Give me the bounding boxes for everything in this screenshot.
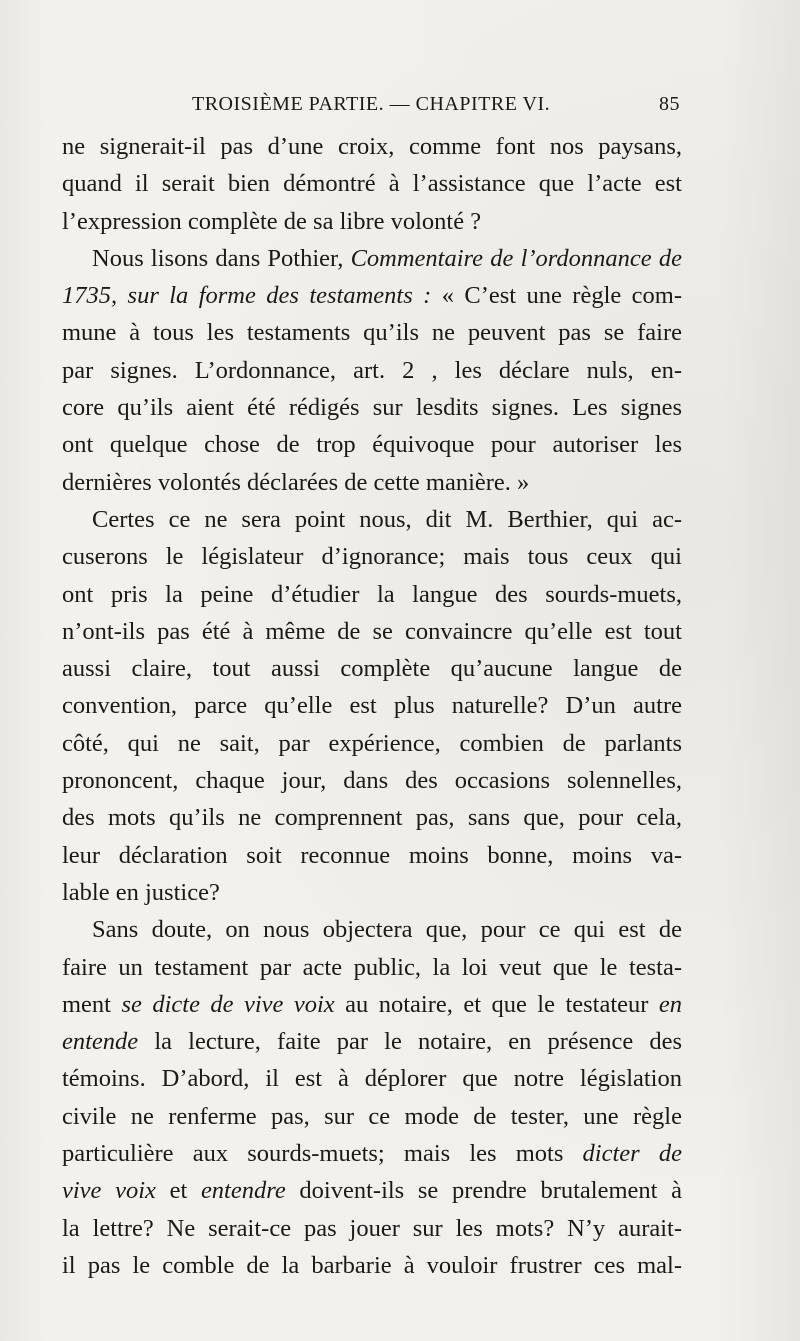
italic-title: Commentaire de l’ordonnance de (350, 244, 682, 272)
body-text (62, 128, 682, 1284)
text-line: côté, qui ne sait, par expérience, combien de parlants (62, 729, 682, 757)
text-line: quand il serait bien démontré à l’assistance que l’acte est (62, 170, 682, 198)
text-line: lable en justice? (62, 878, 220, 906)
text-line: faire un testament par acte public, la loi veut que le testa- (62, 953, 682, 981)
text-line: Nous lisons dans Pothier, Commentaire de l’ordonnance de (92, 244, 682, 272)
text-line: convention, parce qu’elle est plus naturelle? D’un autre (62, 692, 682, 720)
text-line: ont quelque chose de trop équivoque pour autoriser les (62, 431, 682, 459)
text-line: prononcent, chaque jour, dans des occasions solennelles, (62, 767, 682, 795)
text-line: civile ne renferme pas, sur ce mode de tester, une règle (62, 1102, 682, 1130)
text-line: témoins. D’abord, il est à déplorer que notre législation (62, 1065, 682, 1093)
text-line: la lettre? Ne serait-ce pas jouer sur les mots? N’y aurait- (62, 1214, 682, 1242)
italic-title: sur la forme des testaments : (127, 282, 432, 310)
text-line: entende la lecture, faite par le notaire, en présence des (62, 1028, 682, 1056)
chapter-heading: TROISIÈME PARTIE. — CHAPITRE VI. (192, 93, 551, 115)
text-line: leur déclaration soit reconnue moins bonne, moins va- (62, 841, 682, 869)
text-line: particulière aux sourds-muets; mais les mots dicter de (62, 1140, 682, 1168)
text-line: par signes. L’ordonnance, art. 2 , les déclare nuls, en- (62, 356, 682, 384)
text-line: cuserons le législateur d’ignorance; mais tous ceux qui (62, 543, 682, 571)
text-line: vive voix et entendre doivent-ils se prendre brutalement à (62, 1177, 682, 1205)
text-line: l’expression complète de sa libre volonté ? (62, 207, 482, 235)
running-head (92, 93, 680, 123)
text-line: il pas le comble de la barbarie à vouloir frustrer ces mal- (62, 1251, 682, 1279)
text-line: dernières volontés déclarées de cette manière. » (62, 468, 530, 496)
text-line: mune à tous les testaments qu’ils ne peuvent pas se faire (62, 319, 682, 347)
text-line: n’ont-ils pas été à même de se convaincre qu’elle est tout (62, 617, 682, 645)
text-line: ment se dicte de vive voix au notaire, et que le testateur en (62, 990, 683, 1018)
text-line: core qu’ils aient été rédigés sur lesdits signes. Les signes (62, 394, 682, 422)
text-line: ne signerait-il pas d’une croix, comme font nos paysans, (62, 133, 682, 160)
text-line: aussi claire, tout aussi complète qu’aucune langue de (62, 655, 682, 683)
text-line: 1735, sur la forme des testaments : « C’est une règle com- (62, 282, 682, 310)
text-line: Sans doute, on nous objectera que, pour ce qui est de (92, 916, 682, 944)
page-number: 85 (659, 93, 680, 115)
text-line: Certes ce ne sera point nous, dit M. Berthier, qui ac- (92, 505, 682, 533)
text-line: ont pris la peine d’étudier la langue des sourds-muets, (62, 580, 682, 608)
text-line: des mots qu’ils ne comprennent pas, sans que, pour cela, (62, 804, 682, 832)
